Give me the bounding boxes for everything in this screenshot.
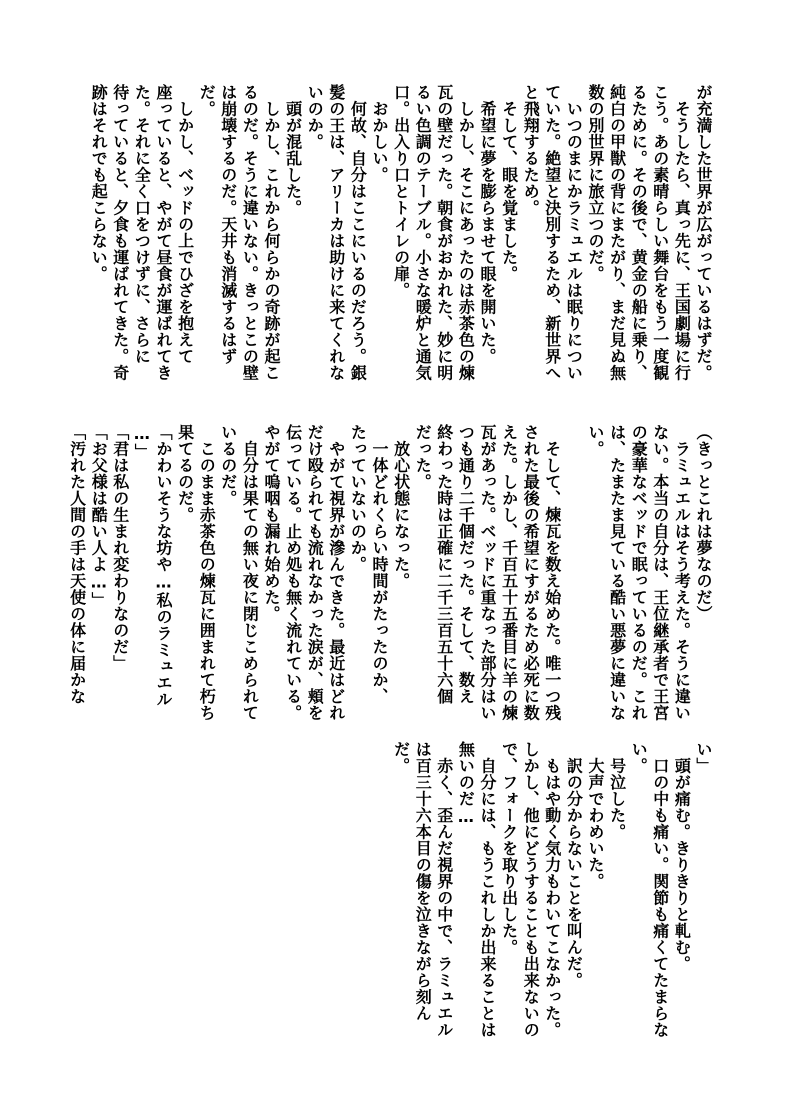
text-column: しかし、他にどうすることも出来ないの — [521, 741, 541, 1038]
text-column: るために。その後で、黄金の船に乗り、 — [629, 84, 649, 381]
text-column: は百三十六本目の傷を泣きながら刻ん — [413, 741, 433, 1022]
text-column: 「汚れた人間の手は天使の体に届かな — [67, 424, 87, 705]
text-block-top — [88, 84, 712, 434]
text-column: るのだ。そうに違いない。きっとこの壁 — [240, 84, 260, 381]
text-column: たっていないのか。 — [348, 424, 368, 573]
text-column: こう。あの素晴らしい舞台をもう一度観 — [650, 84, 670, 381]
text-column: だけ殴られても流れなかった涙が、頬を — [305, 424, 325, 721]
text-column: 頭が混乱した。 — [283, 84, 303, 216]
text-column: もはや動く気力もわいてこなかった。 — [542, 741, 562, 1038]
text-column: しかし、ベッドの上でひざを抱えて — [175, 84, 195, 365]
text-column: 待っていると、夕食も運ばれてきた。奇 — [110, 84, 130, 381]
text-column: つも通り二千個だった。そして、数え — [456, 424, 476, 705]
text-column: だ。 — [391, 741, 411, 774]
text-column: い」 — [694, 741, 713, 774]
text-column: いるのだ。 — [218, 424, 238, 507]
text-column: の豪華なベッドで眠っているのだ。これ — [629, 424, 649, 721]
text-column: そして、煉瓦を数え始めた。唯一つ残 — [542, 424, 562, 721]
text-column: ない。本当の自分は、王位継承者で王宮 — [650, 424, 670, 721]
text-column: 跡はそれでも起こらない。 — [89, 84, 109, 282]
text-column: 「かわいそうな坊や…私のラミュエル — [154, 424, 173, 708]
text-column: 訳の分からないことを叫んだ。 — [564, 741, 584, 989]
text-column: 瓦があった。ベッドに重なった部分はい — [478, 424, 497, 721]
text-block-middle — [67, 424, 713, 774]
text-column: い。 — [629, 741, 649, 774]
text-column: 赤く、歪んだ視界の中で、ラミュエル — [434, 741, 454, 1038]
text-column: た。それに全く口をつけずに、さらに — [132, 84, 152, 365]
text-column: このまま赤茶色の煉瓦に囲まれて朽ち — [197, 424, 217, 721]
text-column: 頭が痛む。きりきりと軋む。 — [672, 741, 692, 972]
text-column: 号泣した。 — [607, 741, 627, 840]
text-block-bottom — [391, 741, 713, 1091]
text-column: 純白の甲獣の背にまたがり、まだ見ぬ無 — [607, 84, 627, 381]
text-column: と飛翔するため。 — [521, 84, 541, 216]
text-column: しかし、これから何らかの奇跡が起こ — [262, 84, 281, 381]
text-column: 伝っている。止め処も無く流れている。 — [283, 424, 303, 721]
text-column: えた。しかし、千百五十五番目に羊の煉 — [499, 424, 519, 721]
text-column: 何故、自分はここにいるのだろう。銀 — [348, 84, 368, 381]
text-column: 座っていると、やがて昼食が運ばれてき — [154, 84, 173, 381]
text-column: るい色調のテーブル。小さな暖炉と通気 — [413, 84, 433, 381]
text-column: が充満した世界が広がっているはずだ。 — [694, 84, 713, 381]
text-column: 数の別世界に旅立つのだ。 — [586, 84, 605, 282]
text-column: 「お父様は酷い人よ…」 — [89, 424, 109, 609]
text-column: 口。出入り口とトイレの扉。 — [391, 84, 411, 299]
text-column: ていた。絶望と決別するため、新世界へ — [542, 84, 562, 381]
text-column: 果てるのだ。 — [175, 424, 195, 523]
text-column: だった。 — [413, 424, 433, 490]
text-column: 自分は果ての無い夜に閉じこめられて — [240, 424, 260, 721]
text-column: そして、眼を覚ました。 — [499, 84, 519, 282]
text-column: 自分には、もうこれしか出来ることは — [478, 741, 497, 1038]
text-column: だ。 — [197, 84, 217, 117]
text-column: い。 — [586, 424, 605, 457]
text-column: 「君は私の生まれ変わりなのだ」 — [110, 424, 130, 672]
text-column: 希望に夢を膨らませて眼を開いた。 — [478, 84, 497, 365]
text-column: …」 — [132, 424, 152, 460]
text-column: で、フォークを取り出した。 — [499, 741, 519, 956]
text-column: は崩壊するのだ。天井も消滅するはず — [218, 84, 238, 365]
text-column: やがて視界が滲んできた。最近はどれ — [326, 424, 346, 721]
text-column: 髪の王は、アリーカは助けに来てくれな — [326, 84, 346, 381]
text-column: 無いのだ… — [456, 741, 476, 827]
text-column: そうしたら、真っ先に、王国劇場に行 — [672, 84, 692, 381]
text-column: ラミュエルはそう考えた。そうに違い — [672, 424, 692, 721]
text-column: やがて嗚咽も漏れ始めた。 — [262, 424, 281, 622]
text-column: は、たまたま見ている酷い悪夢に違いな — [607, 424, 627, 721]
text-column: された最後の希望にすがるため必死に数 — [521, 424, 541, 721]
text-column: しかし、そこにあったのは赤茶色の煉 — [456, 84, 476, 381]
text-column: 大声でわめいた。 — [586, 741, 605, 890]
text-column: 終わった時は正確に二千三百五十六個 — [434, 424, 454, 705]
text-column: 一体どれくらい時間がたったのか、 — [370, 424, 389, 705]
text-column: いのか。 — [305, 84, 325, 150]
text-column: おかしい。 — [370, 84, 389, 183]
text-column: いつのまにかラミュエルは眠りについ — [564, 84, 584, 381]
text-column: 口の中も痛い。関節も痛くてたまらな — [650, 741, 670, 1038]
text-column: 放心状態になった。 — [391, 424, 411, 589]
text-column: 瓦の壁だった。朝食がおかれた、妙に明 — [434, 84, 454, 381]
text-column: （きっとこれは夢なのだ） — [694, 424, 713, 622]
